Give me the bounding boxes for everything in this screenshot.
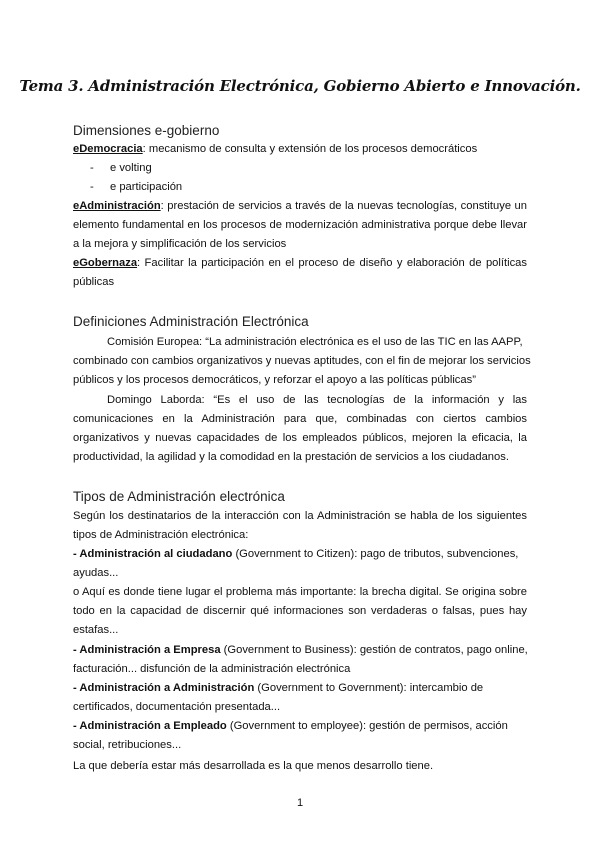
type-label: - Administración a Empleado [73, 720, 227, 732]
definition-line: organizativos y nuevas capacidades de los empleados públicos, mejoren la eficacia, la [73, 432, 527, 444]
type-text: (Government to Citizen): pago de tributos, subvenciones, [232, 548, 519, 560]
heading-dimensiones: Dimensiones e-gobierno [73, 123, 220, 138]
type-empresa-cont: facturación... disfunción de la administración electrónica [73, 663, 351, 675]
eadmin-line: elemento fundamental en los procesos de modernización administrativa porque debe llevar [73, 219, 527, 231]
definition-line: combinado con cambios organizativos y nuevas aptitudes, con el fin de mejorar los servicios [73, 355, 531, 367]
eadmin-line: a la mejora y simplificación de los servicios [73, 238, 287, 250]
bullet-item: e participación [110, 181, 183, 193]
heading-definiciones: Definiciones Administración Electrónica [73, 314, 309, 329]
type-ciudadano-cont: ayudas... [73, 567, 119, 579]
bullet-item: e volting [110, 162, 152, 174]
edemocracia-line [73, 142, 527, 156]
type-text: (Government to employee): gestión de permisos, acción [226, 720, 508, 732]
intro-line: tipos de Administración electrónica: [73, 529, 249, 541]
definition-line: públicos y los procesos democráticos, y reforzar el apoyo a las políticas públicas” [73, 374, 476, 386]
type-label: - Administración a Administración [73, 682, 255, 694]
type-administracion [73, 681, 527, 695]
closing-line: La que debería estar más desarrollada es la que menos desarrollo tiene. [73, 760, 434, 772]
eadmin-text: : prestación de servicios a través de la nuevas tecnologías, constituye un [160, 200, 527, 212]
page-number: 1 [296, 797, 304, 809]
type-empleado [73, 719, 527, 733]
heading-tipos: Tipos de Administración electrónica [73, 489, 285, 504]
edemocracia-term: eDemocracia [73, 143, 143, 155]
page-title: Tema 3. Administración Electrónica, Gobierno Abierto e Innovación. [19, 77, 581, 95]
eadmin-term: eAdministración [73, 200, 161, 212]
type-empleado-cont: social, retribuciones... [73, 739, 182, 751]
note-line: o Aquí es donde tiene lugar el problema más importante: la brecha digital. Se origina sobre [73, 586, 527, 598]
type-label: - Administración al ciudadano [73, 548, 233, 560]
note-line: estafas... [73, 624, 119, 636]
definition-line: comunicaciones en la Administración para que, combinadas con ciertos cambios [73, 413, 527, 425]
egob-line [73, 256, 527, 270]
type-label: - Administración a Empresa [73, 644, 221, 656]
type-empresa [73, 643, 527, 657]
bullet-dash: - [90, 181, 94, 193]
type-text: (Government to Business): gestión de contratos, pago online, [220, 644, 528, 656]
type-ciudadano [73, 547, 527, 561]
type-administracion-cont: certificados, documentación presentada... [73, 701, 281, 713]
bullet-dash: - [90, 162, 94, 174]
edemocracia-text: : mecanismo de consulta y extensión de los procesos democráticos [142, 143, 478, 155]
intro-line: Según los destinatarios de la interacción con la Administración se habla de los siguientes [73, 510, 527, 522]
type-text: (Government to Government): intercambio de [254, 682, 484, 694]
egob-term: eGobernaza [73, 257, 138, 269]
definition-line: productividad, la agilidad y la comodidad en la prestación de servicios a los ciudadanos. [73, 451, 509, 463]
definition-line: Domingo Laborda: “Es el uso de las tecnologías de la información y las [107, 394, 527, 406]
note-line: todo en la capacidad de discernir qué informaciones son verdaderas o falsas, pues hay [73, 605, 527, 617]
definition-line: Comisión Europea: “La administración electrónica es el uso de las TIC en las AAPP, [107, 336, 523, 348]
eadmin-line [73, 199, 527, 213]
egob-text: : Facilitar la participación en el proceso de diseño y elaboración de políticas [137, 257, 527, 269]
egob-line: públicas [73, 276, 115, 288]
